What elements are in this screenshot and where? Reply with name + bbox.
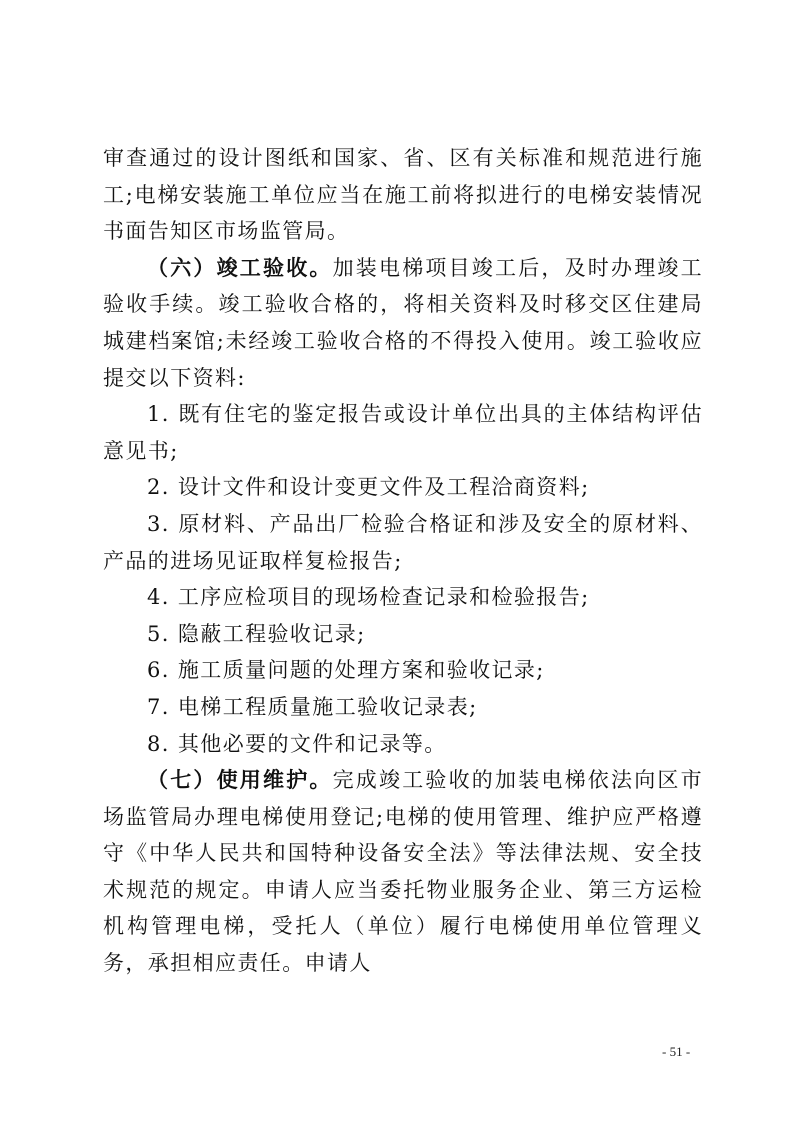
section-7-paragraph (103, 762, 703, 982)
list-item: 8. 其他必要的文件和记录等。 (147, 731, 447, 756)
list-item: 2. 设计文件和设计变更文件及工程洽商资料; (147, 475, 590, 500)
page-number: - 51 - (662, 1044, 691, 1059)
continuation-paragraph: 审查通过的设计图纸和国家、省、区有关标准和规范进行施工;电梯安装施工单位应当在施工前将拟进行的电梯安装情况书面告知区市场监管局。 (103, 146, 703, 244)
section-6-body: 加装电梯项目竣工后，及时办理竣工验收手续。竣工验收合格的，将相关资料及时移交区住建局城建档案馆;未经竣工验收合格的不得投入使用。竣工验收应提交以下资料: (103, 255, 704, 390)
list-item: 1. 既有住宅的鉴定报告或设计单位出具的主体结构评估意见书; (103, 402, 703, 463)
document-body (103, 140, 703, 982)
section-7-body: 完成竣工验收的加装电梯依法向区市场监管局办理电梯使用登记;电梯的使用管理、维护应严格遵守《中华人民共和国特种设备安全法》等法律法规、安全技术规范的规定。申请人应当委托物业服务企业、第三方运检机构管理电梯，受托人（单位）履行电梯使用单位管理义务，承担相应责任。申请人 (103, 768, 704, 976)
list-item: 5. 隐蔽工程验收记录; (147, 621, 366, 646)
section-7-heading: （七）使用维护。 (147, 768, 333, 793)
list-item: 7. 电梯工程质量施工验收记录表; (147, 694, 478, 719)
list-item: 3. 原材料、产品出厂检验合格证和涉及安全的原材料、产品的进场见证取样复检报告; (103, 511, 703, 573)
list-item: 4. 工序应检项目的现场检查记录和检验报告; (147, 585, 590, 610)
list-item: 6. 施工质量问题的处理方案和验收记录; (147, 658, 545, 683)
section-6-paragraph (103, 250, 703, 396)
section-6-heading: （六）竣工验收。 (147, 255, 333, 280)
